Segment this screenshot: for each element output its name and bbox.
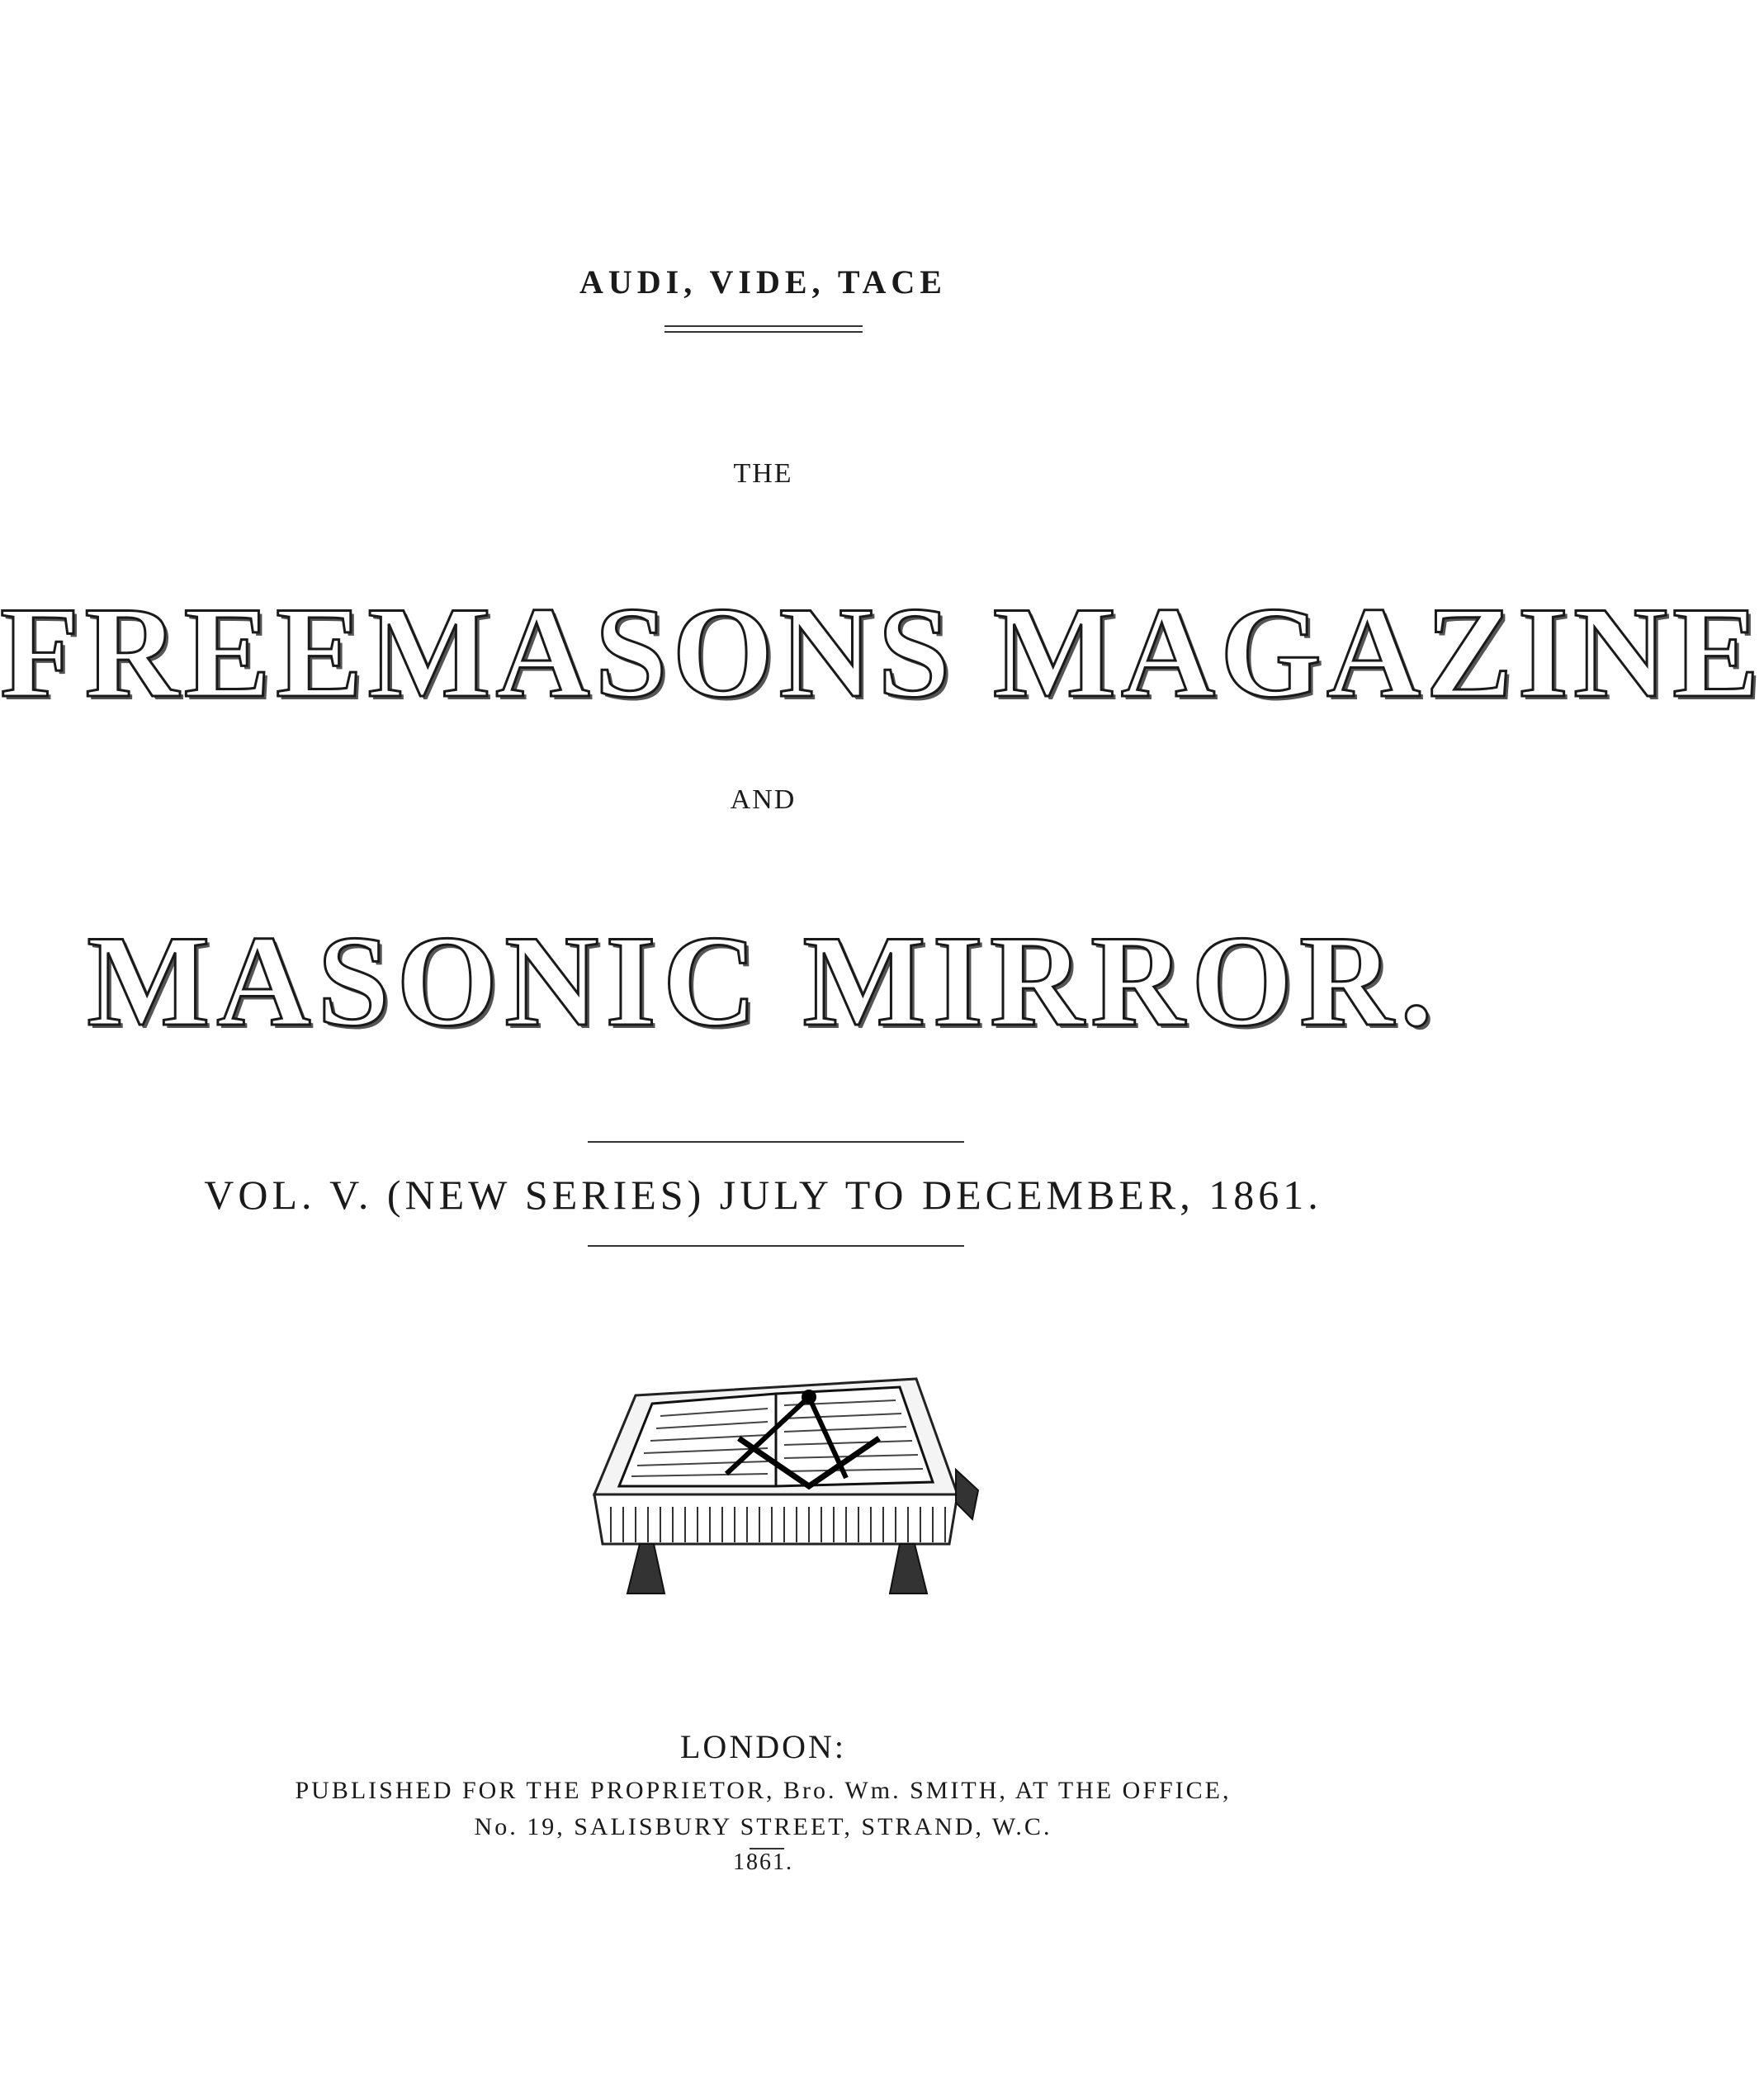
- conjunction-and: AND: [730, 784, 797, 815]
- magazine-title: FREEMASONS MAGAZINE: [0, 580, 1764, 725]
- rule-above-volume: [588, 1141, 964, 1143]
- magazine-subtitle: MASONIC MIRROR.: [87, 909, 1440, 1054]
- imprint-publisher: PUBLISHED FOR THE PROPRIETOR, Bro. Wm. SMITH, AT THE OFFICE,: [295, 1777, 1232, 1804]
- imprint-city: LONDON:: [680, 1728, 846, 1765]
- open-bible-square-compasses-cushion-icon: [561, 1346, 991, 1602]
- article-the: THE: [733, 458, 793, 489]
- volume-line: VOL. V. (NEW SERIES) JULY TO DECEMBER, 1861.: [204, 1172, 1322, 1218]
- rule-below-volume: [588, 1245, 964, 1247]
- imprint-year: 1861.: [733, 1849, 793, 1875]
- imprint-address: No. 19, SALISBURY STREET, STRAND, W.C.: [474, 1813, 1052, 1840]
- double-rule: [664, 325, 863, 333]
- motto: AUDI, VIDE, TACE: [579, 263, 947, 301]
